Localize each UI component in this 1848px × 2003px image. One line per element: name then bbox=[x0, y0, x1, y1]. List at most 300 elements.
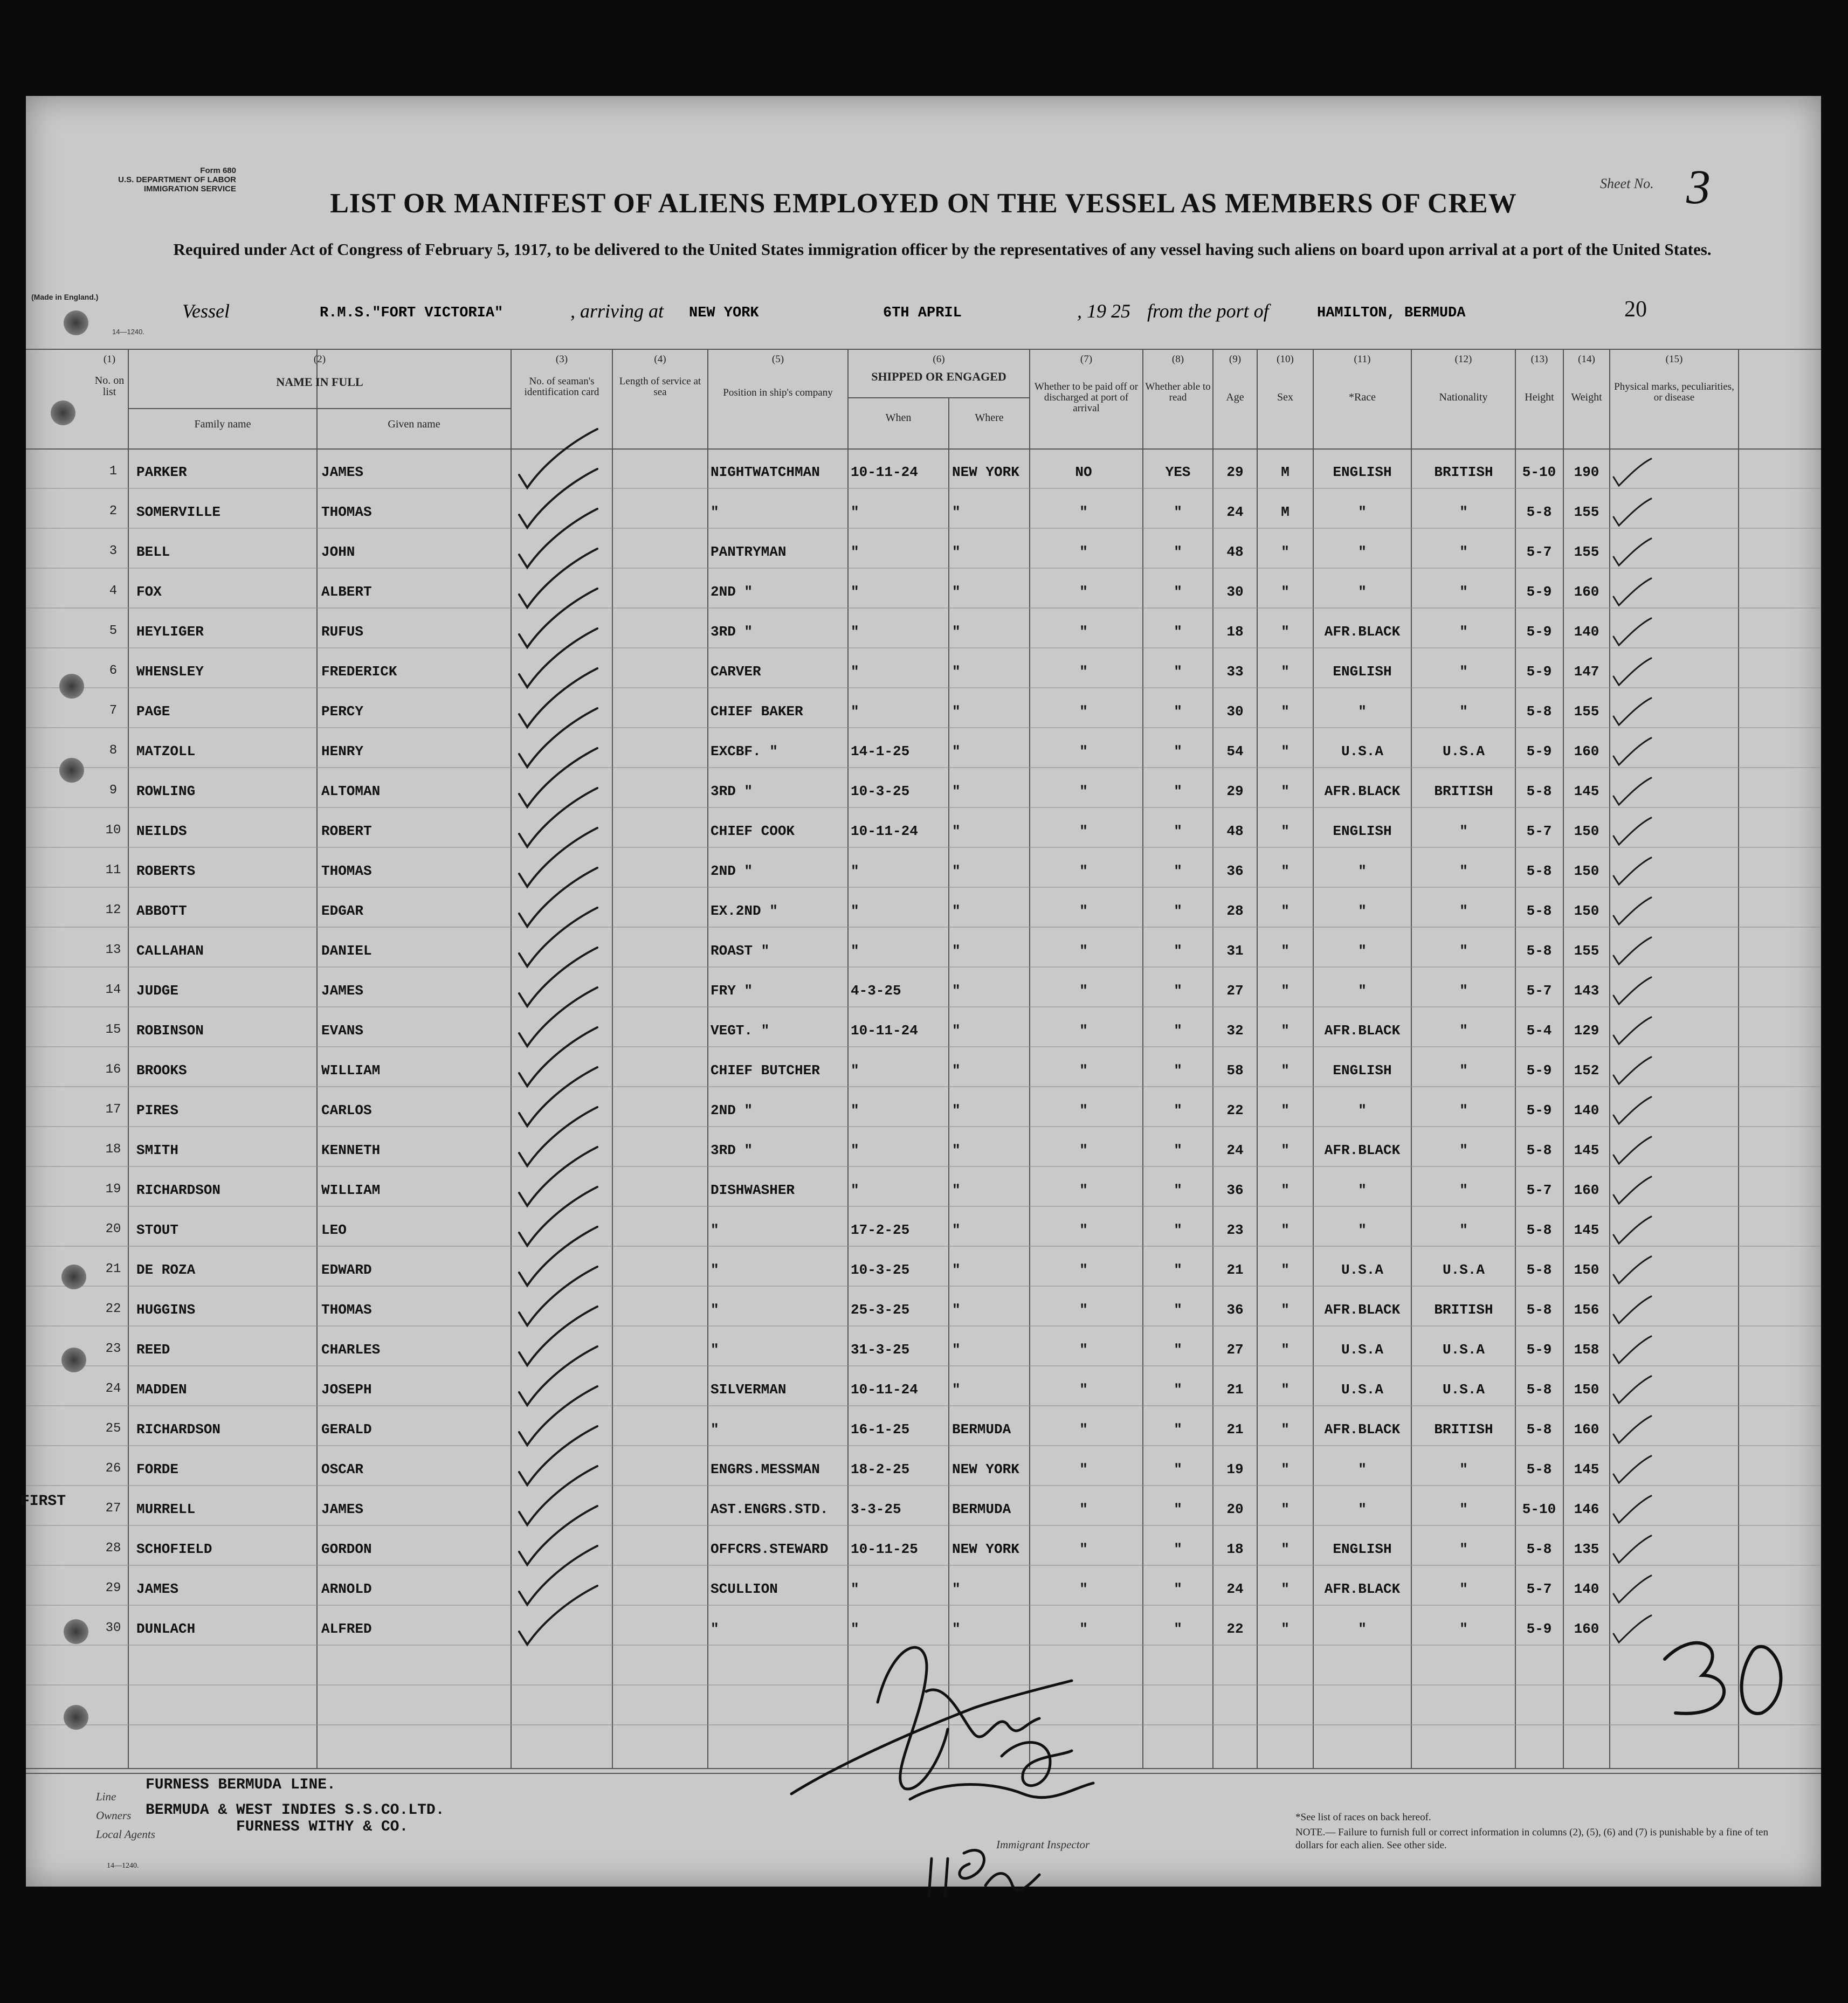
service: IMMIGRATION SERVICE bbox=[143, 184, 236, 194]
shipped-where-cell: " bbox=[952, 1342, 961, 1358]
row-number-cell: 24 bbox=[105, 1382, 121, 1396]
race-cell: AFR.BLACK bbox=[1324, 1302, 1401, 1318]
position-cell: CARVER bbox=[711, 664, 761, 680]
shipped-when-cell: 17-2-25 bbox=[851, 1222, 910, 1238]
position-cell: " bbox=[711, 504, 719, 520]
given-name-cell: DANIEL bbox=[321, 943, 372, 959]
age-cell: 22 bbox=[1226, 1621, 1244, 1637]
height-cell: 5-8 bbox=[1526, 903, 1552, 919]
col14-number: (14) bbox=[1578, 354, 1595, 365]
sex-cell: " bbox=[1281, 1262, 1290, 1278]
shipped-when-cell: 10-3-25 bbox=[851, 1262, 910, 1278]
shipped-when-cell: " bbox=[851, 703, 859, 720]
col2-header: NAME IN FULL bbox=[276, 375, 363, 389]
height-cell: 5-8 bbox=[1526, 504, 1552, 520]
position-cell: " bbox=[711, 1421, 719, 1438]
form-number: Form 680 bbox=[200, 166, 236, 175]
race-cell: " bbox=[1358, 943, 1367, 959]
race-list-note: *See list of races on back hereof. bbox=[1295, 1812, 1431, 1823]
able-to-read-cell: " bbox=[1174, 584, 1182, 600]
shipped-when-cell: " bbox=[851, 1142, 859, 1158]
height-cell: 5-9 bbox=[1526, 664, 1552, 680]
weight-cell: 155 bbox=[1574, 943, 1599, 959]
nationality-cell: " bbox=[1459, 1182, 1468, 1198]
shipped-where-cell: " bbox=[952, 1302, 961, 1318]
able-to-read-cell: " bbox=[1174, 624, 1182, 640]
family-name-cell: JUDGE bbox=[136, 983, 179, 999]
shipped-when-cell: " bbox=[851, 1621, 859, 1637]
seaman-card-checkmark bbox=[519, 868, 597, 927]
height-cell: 5-8 bbox=[1526, 1382, 1552, 1398]
position-cell: " bbox=[711, 1302, 719, 1318]
nationality-cell: " bbox=[1459, 1142, 1468, 1158]
from-port-label: from the port of bbox=[1147, 300, 1269, 322]
penalty-note bbox=[1295, 1826, 1781, 1852]
col11-number: (11) bbox=[1354, 354, 1371, 365]
shipped-when-cell: 10-11-25 bbox=[851, 1541, 918, 1557]
col3-number: (3) bbox=[555, 354, 568, 365]
position-cell: SILVERMAN bbox=[711, 1382, 787, 1398]
height-cell: 5-7 bbox=[1526, 1581, 1552, 1597]
race-cell: U.S.A bbox=[1341, 1262, 1383, 1278]
shipped-where-cell: " bbox=[952, 1222, 961, 1238]
row-number-cell: 9 bbox=[109, 783, 118, 798]
race-cell: AFR.BLACK bbox=[1324, 1142, 1401, 1158]
family-name-cell: SOMERVILLE bbox=[136, 504, 221, 520]
shipped-when-cell: " bbox=[851, 943, 859, 959]
weight-cell: 146 bbox=[1574, 1501, 1599, 1517]
weight-cell: 160 bbox=[1574, 584, 1599, 600]
col1-header: No. on list bbox=[94, 375, 125, 398]
shipped-where-cell: " bbox=[952, 504, 961, 520]
paid-off-cell: " bbox=[1079, 1581, 1088, 1597]
race-cell: " bbox=[1358, 1102, 1367, 1118]
race-cell: AFR.BLACK bbox=[1324, 1581, 1401, 1597]
physical-marks-checkmark bbox=[1613, 1256, 1651, 1283]
row-number-cell: 19 bbox=[105, 1182, 121, 1197]
row-number-cell: 21 bbox=[105, 1262, 121, 1276]
physical-marks-checkmark bbox=[1613, 1496, 1651, 1523]
sex-cell: " bbox=[1281, 783, 1290, 799]
sex-cell: " bbox=[1281, 863, 1290, 879]
age-cell: 24 bbox=[1226, 1142, 1244, 1158]
given-name-cell: ALFRED bbox=[321, 1621, 372, 1637]
age-cell: 36 bbox=[1226, 1302, 1244, 1318]
family-name-cell: FOX bbox=[136, 584, 162, 600]
nationality-cell: " bbox=[1459, 504, 1468, 520]
nationality-cell: U.S.A bbox=[1442, 1262, 1485, 1278]
paid-off-cell: " bbox=[1079, 624, 1088, 640]
age-cell: 23 bbox=[1226, 1222, 1244, 1238]
nationality-cell: U.S.A bbox=[1442, 1382, 1485, 1398]
sex-cell: " bbox=[1281, 983, 1290, 999]
given-name-header: Given name bbox=[388, 418, 440, 430]
given-name-cell: OSCAR bbox=[321, 1461, 364, 1477]
seaman-card-checkmark bbox=[519, 708, 597, 767]
weight-cell: 152 bbox=[1574, 1062, 1599, 1079]
age-cell: 27 bbox=[1226, 1342, 1244, 1358]
physical-marks-checkmark bbox=[1613, 1576, 1651, 1603]
age-cell: 36 bbox=[1226, 1182, 1244, 1198]
nationality-cell: " bbox=[1459, 664, 1468, 680]
physical-marks-checkmark bbox=[1613, 1376, 1651, 1403]
row-number-cell: 10 bbox=[105, 823, 121, 838]
sex-cell: " bbox=[1281, 943, 1290, 959]
paid-off-cell: " bbox=[1079, 903, 1088, 919]
age-cell: 48 bbox=[1226, 823, 1244, 839]
shipped-where-cell: " bbox=[952, 1182, 961, 1198]
weight-cell: 160 bbox=[1574, 1621, 1599, 1637]
height-cell: 5-7 bbox=[1526, 823, 1552, 839]
height-cell: 5-8 bbox=[1526, 783, 1552, 799]
shipped-when-cell: 10-11-24 bbox=[851, 464, 918, 480]
height-cell: 5-9 bbox=[1526, 1062, 1552, 1079]
shipped-when-cell: " bbox=[851, 1581, 859, 1597]
physical-marks-checkmark bbox=[1613, 1057, 1651, 1084]
race-cell: ENGLISH bbox=[1333, 1541, 1392, 1557]
paid-off-cell: " bbox=[1079, 863, 1088, 879]
col1-number: (1) bbox=[103, 354, 116, 365]
paid-off-cell: " bbox=[1079, 1621, 1088, 1637]
family-name-cell: NEILDS bbox=[136, 823, 187, 839]
sex-cell: " bbox=[1281, 703, 1290, 720]
footer-print-code: 14—1240. bbox=[107, 1862, 139, 1870]
shipped-when-cell: 10-11-24 bbox=[851, 1023, 918, 1039]
given-name-cell: FREDERICK bbox=[321, 664, 397, 680]
family-name-cell: MADDEN bbox=[136, 1382, 187, 1398]
family-name-cell: SMITH bbox=[136, 1142, 179, 1158]
height-cell: 5-9 bbox=[1526, 1102, 1552, 1118]
paid-off-cell: " bbox=[1079, 743, 1088, 759]
weight-cell: 143 bbox=[1574, 983, 1599, 999]
col10-header: Sex bbox=[1277, 391, 1293, 403]
physical-marks-checkmark bbox=[1613, 1177, 1651, 1204]
note-text: Failure to furnish full or correct information in columns (2), (5), (6) and (7) is punishable by a fine of ten dollars for each alien. See other side. bbox=[1295, 1827, 1768, 1851]
row-number-cell: 14 bbox=[105, 983, 121, 997]
race-cell: " bbox=[1358, 1621, 1367, 1637]
position-cell: " bbox=[711, 1621, 719, 1637]
able-to-read-cell: " bbox=[1174, 664, 1182, 680]
height-cell: 5-9 bbox=[1526, 1342, 1552, 1358]
seaman-card-checkmark bbox=[519, 1346, 597, 1405]
position-cell: PANTRYMAN bbox=[711, 544, 787, 560]
seaman-card-checkmark bbox=[519, 1546, 597, 1605]
col8-header: Whether able to read bbox=[1145, 381, 1211, 403]
paid-off-cell: " bbox=[1079, 703, 1088, 720]
able-to-read-cell: " bbox=[1174, 1182, 1182, 1198]
height-cell: 5-9 bbox=[1526, 584, 1552, 600]
inspector-signature bbox=[770, 1616, 1115, 1918]
sex-cell: " bbox=[1281, 1302, 1290, 1318]
age-cell: 22 bbox=[1226, 1102, 1244, 1118]
given-name-cell: ALTOMAN bbox=[321, 783, 381, 799]
col5-header: Position in ship's company bbox=[723, 387, 833, 398]
seaman-card-checkmark bbox=[519, 1187, 597, 1246]
race-cell: " bbox=[1358, 863, 1367, 879]
shipped-when-cell: " bbox=[851, 1102, 859, 1118]
race-cell: AFR.BLACK bbox=[1324, 1421, 1401, 1438]
physical-marks-checkmark bbox=[1613, 738, 1651, 765]
vessel-name: R.M.S."FORT VICTORIA" bbox=[320, 305, 504, 321]
shipped-when-cell: 16-1-25 bbox=[851, 1421, 910, 1438]
sex-cell: " bbox=[1281, 1142, 1290, 1158]
nationality-cell: " bbox=[1459, 703, 1468, 720]
col6-number: (6) bbox=[933, 354, 945, 365]
sex-cell: " bbox=[1281, 664, 1290, 680]
sex-cell: " bbox=[1281, 1501, 1290, 1517]
position-cell: " bbox=[711, 1342, 719, 1358]
family-name-cell: MURRELL bbox=[136, 1501, 196, 1517]
age-cell: 29 bbox=[1226, 783, 1244, 799]
shipped-where-cell: " bbox=[952, 664, 961, 680]
print-code: 14—1240. bbox=[112, 328, 144, 336]
paid-off-cell: " bbox=[1079, 943, 1088, 959]
sex-cell: " bbox=[1281, 584, 1290, 600]
arrival-year: , 19 25 bbox=[1077, 300, 1130, 322]
height-cell: 5-8 bbox=[1526, 943, 1552, 959]
able-to-read-cell: " bbox=[1174, 703, 1182, 720]
age-cell: 21 bbox=[1226, 1382, 1244, 1398]
col12-number: (12) bbox=[1454, 354, 1472, 365]
height-cell: 5-8 bbox=[1526, 1421, 1552, 1438]
sex-cell: " bbox=[1281, 1062, 1290, 1079]
row-number-cell: 20 bbox=[105, 1222, 121, 1237]
weight-cell: 147 bbox=[1574, 664, 1599, 680]
col8-number: (8) bbox=[1171, 354, 1184, 365]
able-to-read-cell: " bbox=[1174, 903, 1182, 919]
row-number-cell: 26 bbox=[105, 1461, 121, 1476]
family-name-cell: PIRES bbox=[136, 1102, 179, 1118]
physical-marks-checkmark bbox=[1613, 538, 1651, 565]
weight-cell: 140 bbox=[1574, 1581, 1599, 1597]
seaman-card-checkmark bbox=[519, 1267, 597, 1325]
height-cell: 5-9 bbox=[1526, 743, 1552, 759]
race-cell: U.S.A bbox=[1341, 1382, 1383, 1398]
family-name-cell: PARKER bbox=[136, 464, 187, 480]
sex-cell: M bbox=[1281, 464, 1290, 480]
row-number-cell: 6 bbox=[109, 664, 118, 678]
sex-cell: " bbox=[1281, 823, 1290, 839]
height-cell: 5-8 bbox=[1526, 1222, 1552, 1238]
shipped-when-cell: " bbox=[851, 664, 859, 680]
paid-off-cell: " bbox=[1079, 1062, 1088, 1079]
row-number-cell: 2 bbox=[109, 504, 118, 519]
shipped-when-cell: " bbox=[851, 863, 859, 879]
age-cell: 58 bbox=[1226, 1062, 1244, 1079]
weight-cell: 155 bbox=[1574, 703, 1599, 720]
able-to-read-cell: " bbox=[1174, 1222, 1182, 1238]
age-cell: 24 bbox=[1226, 504, 1244, 520]
weight-cell: 129 bbox=[1574, 1023, 1599, 1039]
paid-off-cell: " bbox=[1079, 544, 1088, 560]
able-to-read-cell: " bbox=[1174, 1461, 1182, 1477]
family-name-cell: DUNLACH bbox=[136, 1621, 196, 1637]
race-cell: " bbox=[1358, 1501, 1367, 1517]
shipped-where-cell: " bbox=[952, 863, 961, 879]
physical-marks-checkmark bbox=[1613, 499, 1651, 526]
able-to-read-cell: " bbox=[1174, 983, 1182, 999]
sex-cell: " bbox=[1281, 624, 1290, 640]
paid-off-cell: " bbox=[1079, 1142, 1088, 1158]
paid-off-cell: " bbox=[1079, 504, 1088, 520]
position-cell: 3RD " bbox=[711, 624, 753, 640]
agents-label: Local Agents bbox=[96, 1828, 155, 1841]
col6-header: SHIPPED OR ENGAGED bbox=[871, 370, 1006, 383]
family-name-cell: CALLAHAN bbox=[136, 943, 204, 959]
weight-cell: 150 bbox=[1574, 1382, 1599, 1398]
physical-marks-checkmark bbox=[1613, 858, 1651, 885]
age-cell: 30 bbox=[1226, 703, 1244, 720]
shipped-where-cell: " bbox=[952, 943, 961, 959]
shipped-where-cell: " bbox=[952, 584, 961, 600]
arriving-label: , arriving at bbox=[570, 300, 664, 322]
col10-number: (10) bbox=[1277, 354, 1294, 365]
given-name-cell: ALBERT bbox=[321, 584, 372, 600]
seaman-card-checkmark bbox=[519, 1506, 597, 1565]
paid-off-cell: " bbox=[1079, 1382, 1088, 1398]
row-number-cell: 1 bbox=[109, 464, 118, 479]
given-name-cell: JAMES bbox=[321, 983, 364, 999]
note-label: NOTE.— bbox=[1295, 1827, 1336, 1838]
race-cell: " bbox=[1358, 1182, 1367, 1198]
given-name-cell: JAMES bbox=[321, 464, 364, 480]
position-cell: VEGT. " bbox=[711, 1023, 770, 1039]
age-cell: 30 bbox=[1226, 584, 1244, 600]
physical-marks-checkmark bbox=[1613, 1137, 1651, 1164]
physical-marks-checkmark bbox=[1613, 1296, 1651, 1323]
shipped-when-cell: 31-3-25 bbox=[851, 1342, 910, 1358]
weight-cell: 160 bbox=[1574, 1421, 1599, 1438]
family-name-header: Family name bbox=[194, 418, 251, 430]
sex-cell: " bbox=[1281, 544, 1290, 560]
race-cell: " bbox=[1358, 544, 1367, 560]
age-cell: 19 bbox=[1226, 1461, 1244, 1477]
physical-marks-checkmark bbox=[1613, 818, 1651, 845]
shipped-where-cell: NEW YORK bbox=[952, 464, 1019, 480]
seaman-card-checkmark bbox=[519, 628, 597, 687]
family-name-cell: WHENSLEY bbox=[136, 664, 204, 680]
shipped-when-cell: 10-11-24 bbox=[851, 1382, 918, 1398]
position-cell: CHIEF BUTCHER bbox=[711, 1062, 820, 1079]
paid-off-cell: " bbox=[1079, 1182, 1088, 1198]
position-cell: ENGRS.MESSMAN bbox=[711, 1461, 820, 1477]
given-name-cell: THOMAS bbox=[321, 504, 372, 520]
race-cell: ENGLISH bbox=[1333, 464, 1392, 480]
shipped-when-cell: " bbox=[851, 1182, 859, 1198]
seaman-card-checkmark bbox=[519, 1386, 597, 1445]
col9-number: (9) bbox=[1229, 354, 1242, 365]
race-cell: " bbox=[1358, 1222, 1367, 1238]
sheet-label: Sheet No. bbox=[1600, 176, 1654, 191]
nationality-cell: " bbox=[1459, 823, 1468, 839]
line-value: FURNESS BERMUDA LINE. bbox=[146, 1777, 336, 1793]
nationality-cell: BRITISH bbox=[1434, 783, 1493, 799]
position-cell: DISHWASHER bbox=[711, 1182, 795, 1198]
height-cell: 5-8 bbox=[1526, 1302, 1552, 1318]
shipped-where-cell: " bbox=[952, 983, 961, 999]
race-cell: U.S.A bbox=[1341, 1342, 1383, 1358]
nationality-cell: " bbox=[1459, 1222, 1468, 1238]
seaman-card-checkmark bbox=[519, 1147, 597, 1206]
height-cell: 5-7 bbox=[1526, 983, 1552, 999]
nationality-cell: U.S.A bbox=[1442, 743, 1485, 759]
shipped-when-cell: " bbox=[851, 1062, 859, 1079]
weight-cell: 160 bbox=[1574, 1182, 1599, 1198]
weight-cell: 155 bbox=[1574, 544, 1599, 560]
race-cell: AFR.BLACK bbox=[1324, 1023, 1401, 1039]
physical-marks-checkmark bbox=[1613, 1416, 1651, 1443]
row-number-cell: 22 bbox=[105, 1302, 121, 1316]
given-name-cell: ARNOLD bbox=[321, 1581, 372, 1597]
given-name-cell: EDGAR bbox=[321, 903, 364, 919]
able-to-read-cell: YES bbox=[1165, 464, 1191, 480]
row-number-cell: 17 bbox=[105, 1102, 121, 1117]
family-name-cell: REED bbox=[136, 1342, 170, 1358]
race-cell: " bbox=[1358, 703, 1367, 720]
col5-number: (5) bbox=[771, 354, 784, 365]
position-cell: " bbox=[711, 1222, 719, 1238]
shipped-when-cell: " bbox=[851, 903, 859, 919]
shipped-where-cell: " bbox=[952, 823, 961, 839]
race-cell: ENGLISH bbox=[1333, 1062, 1392, 1079]
nationality-cell: " bbox=[1459, 863, 1468, 879]
able-to-read-cell: " bbox=[1174, 504, 1182, 520]
position-cell: SCULLION bbox=[711, 1581, 778, 1597]
age-cell: 28 bbox=[1226, 903, 1244, 919]
family-name-cell: HUGGINS bbox=[136, 1302, 196, 1318]
paid-off-cell: " bbox=[1079, 1302, 1088, 1318]
age-cell: 33 bbox=[1226, 664, 1244, 680]
age-cell: 18 bbox=[1226, 1541, 1244, 1557]
nationality-cell: BRITISH bbox=[1434, 1302, 1493, 1318]
able-to-read-cell: " bbox=[1174, 1142, 1182, 1158]
sex-cell: " bbox=[1281, 1461, 1290, 1477]
height-cell: 5-9 bbox=[1526, 624, 1552, 640]
shipped-when-cell: 3-3-25 bbox=[851, 1501, 901, 1517]
shipped-where-cell: " bbox=[952, 1581, 961, 1597]
departure-port: HAMILTON, BERMUDA bbox=[1317, 305, 1466, 321]
seaman-card-checkmark bbox=[519, 1027, 597, 1086]
family-name-cell: DE ROZA bbox=[136, 1262, 196, 1278]
weight-cell: 150 bbox=[1574, 863, 1599, 879]
able-to-read-cell: " bbox=[1174, 1062, 1182, 1079]
seaman-card-checkmark bbox=[519, 948, 597, 1006]
position-cell: CHIEF COOK bbox=[711, 823, 795, 839]
sex-cell: " bbox=[1281, 1023, 1290, 1039]
given-name-cell: WILLIAM bbox=[321, 1062, 381, 1079]
seaman-card-checkmark bbox=[519, 908, 597, 966]
height-cell: 5-8 bbox=[1526, 863, 1552, 879]
given-name-cell: GORDON bbox=[321, 1541, 372, 1557]
paid-off-cell: " bbox=[1079, 1342, 1088, 1358]
position-cell: 2ND " bbox=[711, 863, 753, 879]
paid-off-cell: " bbox=[1079, 1023, 1088, 1039]
shipped-when-cell: 25-3-25 bbox=[851, 1302, 910, 1318]
row-number-cell: 28 bbox=[105, 1541, 121, 1556]
position-cell: FRY " bbox=[711, 983, 753, 999]
physical-marks-checkmark bbox=[1613, 578, 1651, 605]
shipped-where-cell: NEW YORK bbox=[952, 1541, 1019, 1557]
col13-header: Height bbox=[1525, 391, 1554, 403]
height-cell: 5-10 bbox=[1522, 1501, 1556, 1517]
nationality-cell: " bbox=[1459, 1023, 1468, 1039]
position-cell: CHIEF BAKER bbox=[711, 703, 803, 720]
sex-cell: " bbox=[1281, 903, 1290, 919]
physical-marks-checkmark bbox=[1613, 977, 1651, 1004]
position-cell: EX.2ND " bbox=[711, 903, 778, 919]
given-name-cell: HENRY bbox=[321, 743, 364, 759]
row-number-cell: 5 bbox=[109, 624, 118, 638]
